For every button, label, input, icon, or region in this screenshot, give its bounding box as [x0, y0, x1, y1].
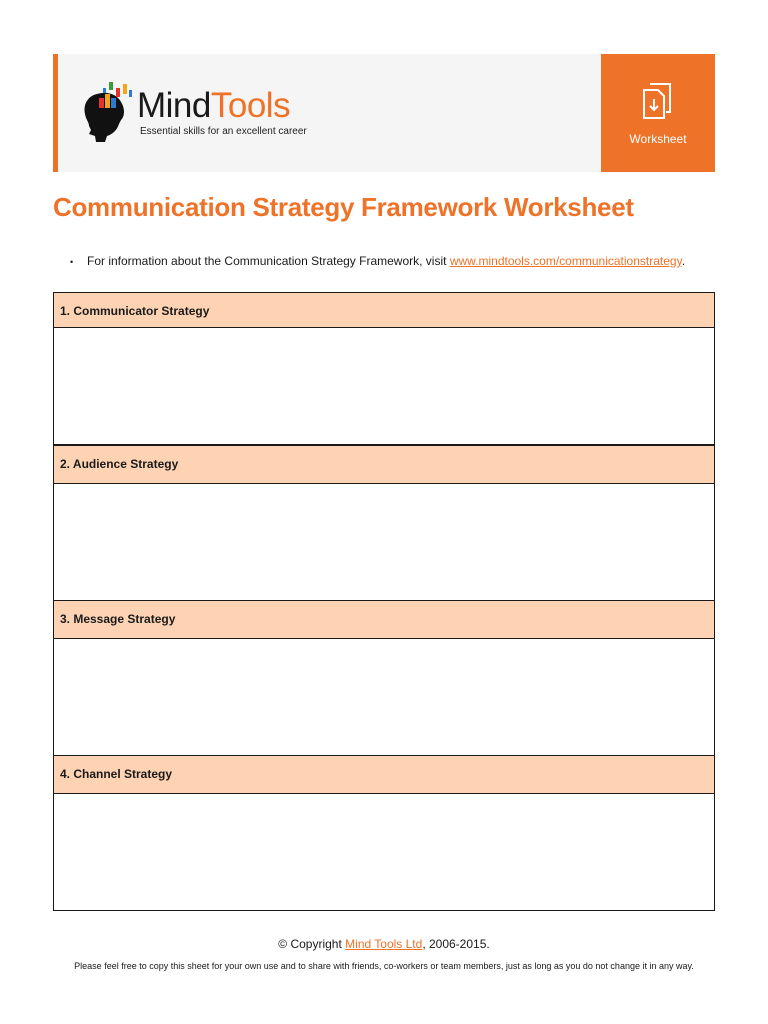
copyright-line [0, 937, 768, 951]
info-period: . [681, 254, 686, 268]
info-line [70, 254, 685, 268]
section-heading-audience: 2. Audience Strategy [54, 446, 714, 484]
header-banner [53, 54, 715, 172]
copyright-suffix: , 2006-2015. [422, 937, 490, 951]
head-silhouette-icon [83, 80, 139, 144]
bullet: • [70, 257, 74, 267]
response-area-communicator[interactable] [54, 328, 714, 446]
worksheet-table [53, 292, 715, 911]
logo-tagline: Essential skills for an excellent career [140, 126, 307, 137]
logo-word-mind: Mind [137, 86, 211, 125]
worksheet-badge [601, 54, 715, 172]
section-heading-channel: 4. Channel Strategy [54, 756, 714, 794]
response-area-audience[interactable] [54, 484, 714, 601]
section-heading-message: 3. Message Strategy [54, 601, 714, 639]
response-area-channel[interactable] [54, 794, 714, 910]
logo-wordmark [137, 86, 290, 126]
logo-word-tools: Tools [210, 86, 291, 125]
header-accent-stripe [53, 54, 58, 172]
mind-tools-link[interactable]: Mind Tools Ltd [345, 937, 423, 951]
page-title: Communication Strategy Framework Worksheet [53, 192, 634, 222]
section-heading-communicator: 1. Communicator Strategy [54, 293, 714, 328]
info-text: For information about the Communication Strategy Framework, visit [87, 254, 450, 268]
usage-note: Please feel free to copy this sheet for your own use and to share with friends, co-workers or team members, just as long as you do not change it in any way. [74, 961, 694, 971]
communication-strategy-link[interactable]: www.mindtools.com/communicationstrategy [449, 254, 682, 268]
document-download-icon [640, 82, 674, 120]
response-area-message[interactable] [54, 639, 714, 756]
mindtools-logo [83, 80, 313, 144]
copyright-prefix: © Copyright [278, 937, 346, 951]
worksheet-label: Worksheet [629, 132, 687, 146]
